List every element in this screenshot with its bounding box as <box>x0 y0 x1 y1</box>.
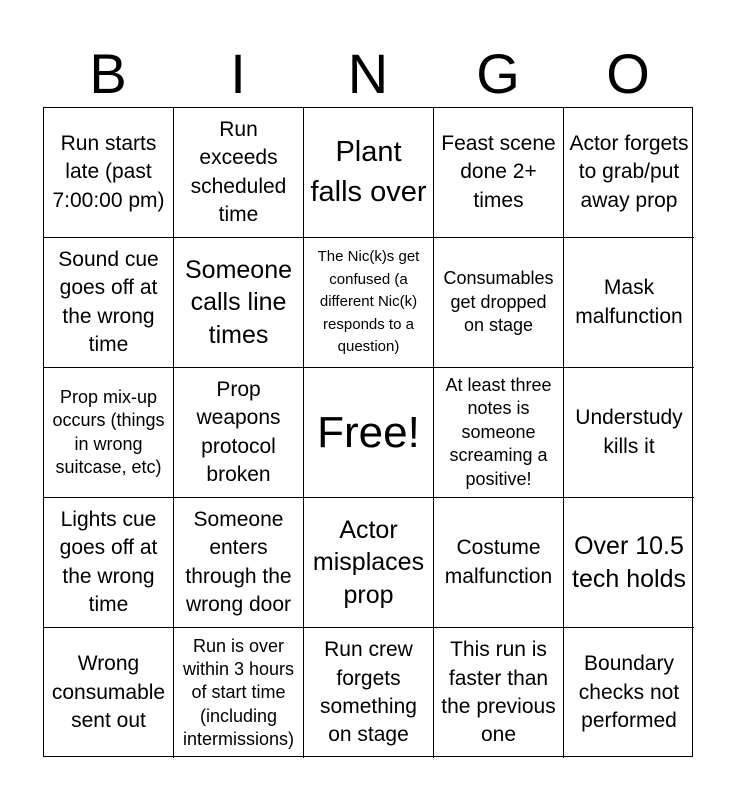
header-letter-n: N <box>347 42 389 105</box>
header-letter-b: B <box>89 42 127 105</box>
bingo-cell[interactable]: The Nic(k)s get confused (a different Nic(k) responds to a question) <box>304 238 434 368</box>
bingo-cell[interactable]: Someone enters through the wrong door <box>174 498 304 628</box>
bingo-cell[interactable]: Someone calls line times <box>174 238 304 368</box>
bingo-cell[interactable]: Prop weapons protocol broken <box>174 368 304 498</box>
bingo-cell[interactable]: Over 10.5 tech holds <box>564 498 694 628</box>
free-space-cell[interactable]: Free! <box>304 368 434 498</box>
bingo-cell[interactable]: Understudy kills it <box>564 368 694 498</box>
bingo-cell[interactable]: Costume malfunction <box>434 498 564 628</box>
bingo-cell[interactable]: Run crew forgets something on stage <box>304 628 434 758</box>
bingo-cell[interactable]: Run is over within 3 hours of start time (including intermissions) <box>174 628 304 758</box>
bingo-cell[interactable]: Lights cue goes off at the wrong time <box>44 498 174 628</box>
bingo-board <box>43 107 693 757</box>
bingo-cell[interactable]: Wrong consumable sent out <box>44 628 174 758</box>
bingo-cell[interactable]: This run is faster than the previous one <box>434 628 564 758</box>
bingo-cell[interactable]: At least three notes is someone screaming a positive! <box>434 368 564 498</box>
bingo-cell[interactable]: Actor forgets to grab/put away prop <box>564 108 694 238</box>
bingo-header <box>43 40 693 108</box>
bingo-cell[interactable]: Feast scene done 2+ times <box>434 108 564 238</box>
bingo-cell[interactable]: Actor misplaces prop <box>304 498 434 628</box>
header-letter-i: I <box>230 42 246 105</box>
bingo-cell[interactable]: Boundary checks not performed <box>578 652 680 733</box>
header-letter-g: G <box>476 42 520 105</box>
bingo-cell[interactable]: Sound cue goes off at the wrong time <box>44 238 174 368</box>
bingo-cell[interactable]: Consumables get dropped on stage <box>434 238 564 368</box>
bingo-cell[interactable]: Plant falls over <box>304 108 434 238</box>
bingo-cell[interactable]: Prop mix-up occurs (things in wrong suitcase, etc) <box>44 368 174 498</box>
header-letter-o: O <box>606 42 650 105</box>
bingo-cell[interactable]: Run starts late (past 7:00:00 pm) <box>44 108 174 238</box>
bingo-cell[interactable]: Mask malfunction <box>564 238 694 368</box>
bingo-cell[interactable]: Run exceeds scheduled time <box>174 108 304 238</box>
